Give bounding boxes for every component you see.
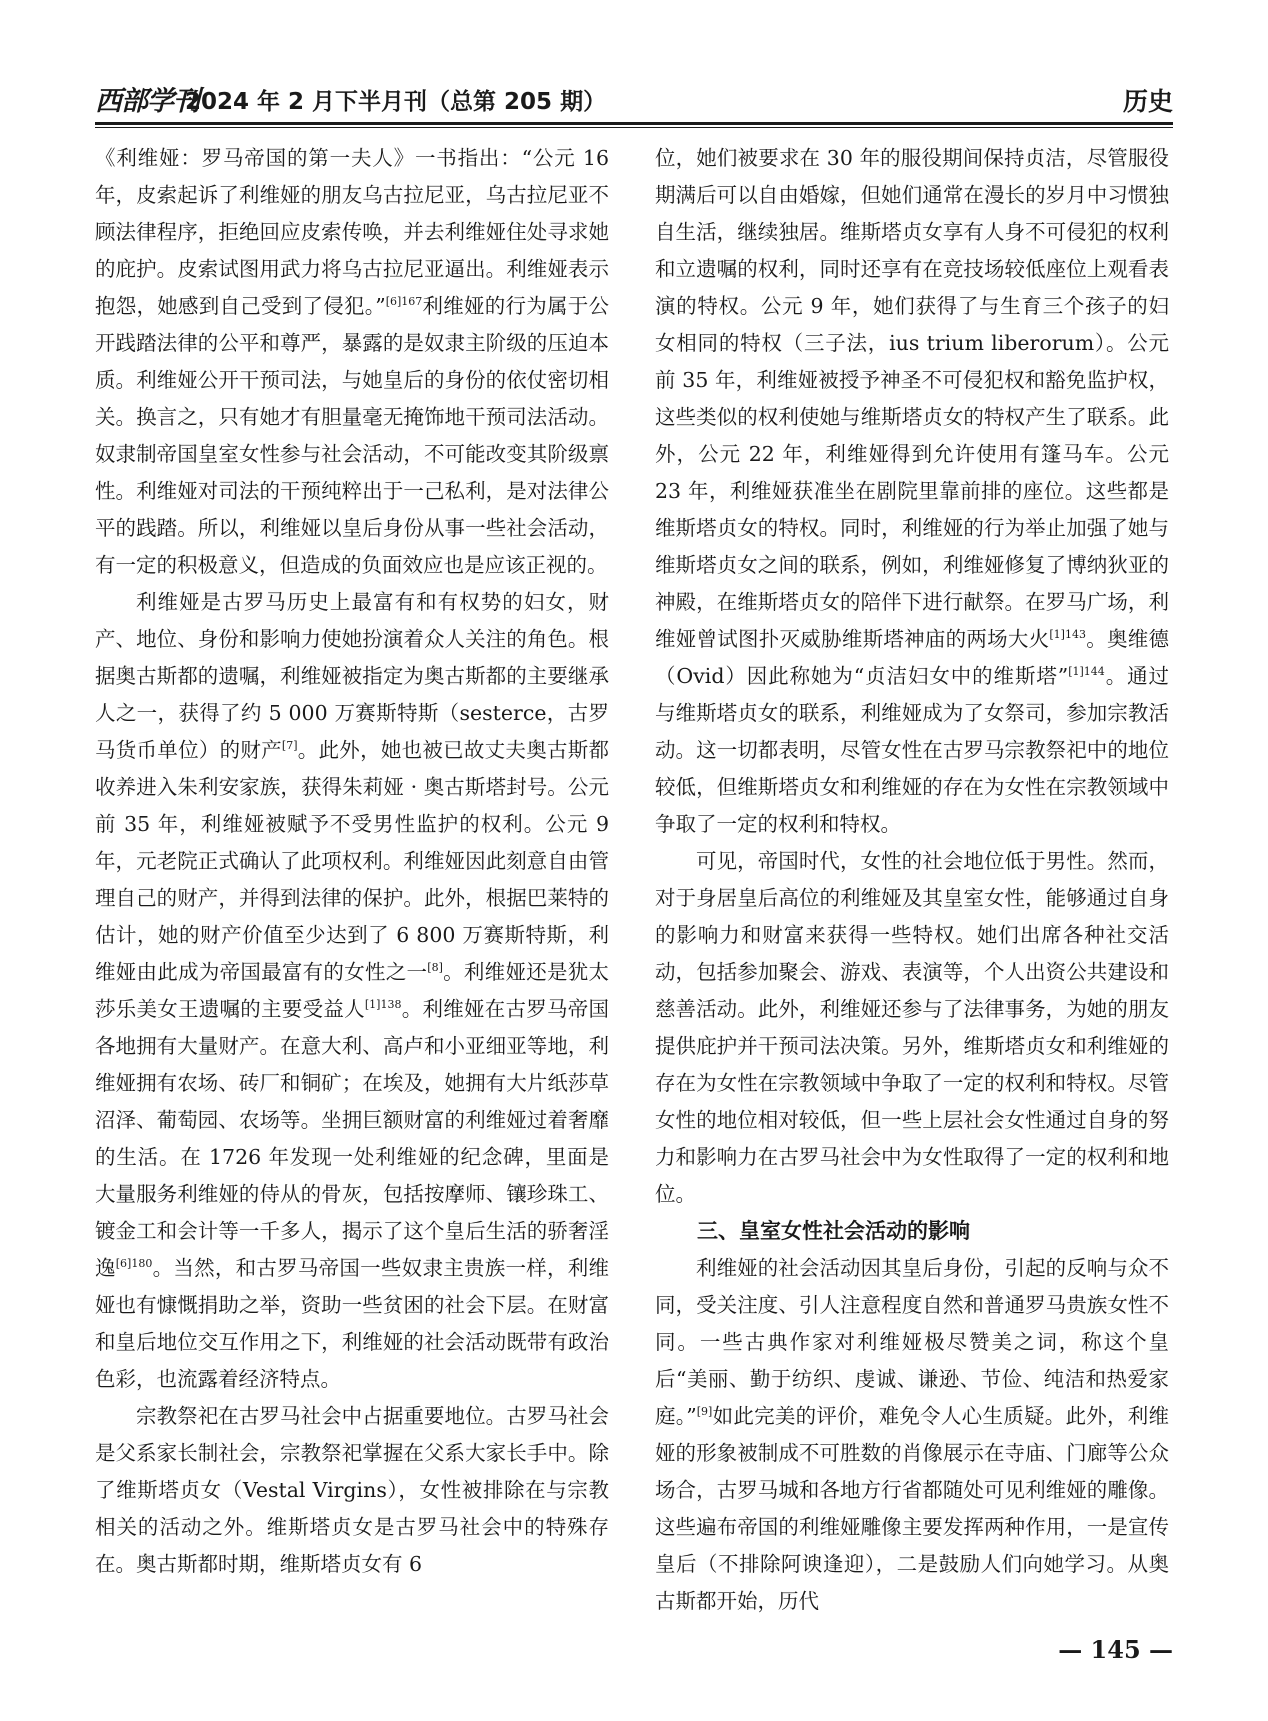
issue-info: 2024 年 2 月下半月刊（总第 205 期） [185,89,607,115]
section-heading [655,1213,1169,1250]
text-run: 宗教祭祀在古罗马社会中占据重要地位。古罗马社会是父系家长制社会，宗教祭祀掌握在父系大家长手中。除了维斯塔贞女（Vestal Virgins），女性被排除在与宗教相关的活动之外。维斯塔贞女是古罗马社会中的特殊存在。奥古斯都时期，维斯塔贞女有 6 [95,1404,609,1576]
header-rule-thin [95,127,1173,128]
citation-ref: [6]180 [115,1257,153,1270]
paragraph [655,843,1169,1213]
page-number: — 145 — [1058,1635,1173,1664]
paragraph [655,1250,1169,1620]
text-run: 。奥维德（Ovid）因此称她为“贞洁妇女中的维斯塔” [655,627,1169,688]
text-run: 。利维娅在古罗马帝国各地拥有大量财产。在意大利、高卢和小亚细亚等地，利维娅拥有农场、砖厂和铜矿；在埃及，她拥有大片纸莎草沼泽、葡萄园、农场等。坐拥巨额财富的利维娅过着奢靡的生活。在 1726 年发现一处利维娅的纪念碑，里面是大量服务利维娅的侍从的骨灰，包括按摩师、镶珍珠工、镀金工和会计等一千多人，揭示了这个皇后生活的骄奢淫逸 [95,997,610,1280]
citation-ref: [8] [427,961,443,974]
text-run: 。当然，和古罗马帝国一些奴隶主贵族一样，利维娅也有慷慨捐助之举，资助一些贫困的社会下层。在财富和皇后地位交互作用之下，利维娅的社会活动既带有政治色彩，也流露着经济特点。 [95,1256,610,1391]
text-run: 位，她们被要求在 30 年的服役期间保持贞洁，尽管服役期满后可以自由婚嫁，但她们通常在漫长的岁月中习惯独自生活，继续独居。维斯塔贞女享有人身不可侵犯的权利和立遗嘱的权利，同时还享有在竞技场较低座位上观看表演的特权。公元 9 年，她们获得了与生育三个孩子的妇女相同的特权（三子法，ius trium liberorum）。公元前 35 年，利维娅被授予神圣不可侵犯权和豁免监护权，这些类似的权利使她与维斯塔贞女的特权产生了联系。此外，公元 22 年，利维娅得到允许使用有篷马车。公元 23 年，利维娅获准坐在剧院里靠前排的座位。这些都是维斯塔贞女的特权。同时，利维娅的行为举止加强了她与维斯塔贞女之间的联系，例如，利维娅修复了博纳狄亚的神殿，在维斯塔贞女的陪伴下进行献祭。在罗马广场，利维娅曾试图扑灭威胁维斯塔神庙的两场大火 [655,146,1169,651]
text-run: 。利维娅还是犹太莎乐美女王遗嘱的主要受益人 [95,960,610,1021]
citation-ref: [1]144 [1068,665,1105,678]
section-tag: 历史 [1122,87,1173,116]
citation-ref: [6]167 [385,295,423,308]
text-run: 三、皇室女性社会活动的影响 [697,1219,970,1243]
page-header [95,86,1173,126]
text-run: 如此完美的评价，难免令人心生质疑。此外，利维娅的形象被制成不可胜数的肖像展示在寺庙、门廊等公众场合，古罗马城和各地方行省都随处可见利维娅的雕像。这些遍布帝国的利维娅雕像主要发挥两种作用，一是宣传皇后（不排除阿谀逢迎），二是鼓励人们向她学习。从奥古斯都开始，历代 [655,1404,1169,1613]
citation-ref: [1]138 [364,998,402,1011]
paragraph [655,140,1169,843]
text-run: 《利维娅：罗马帝国的第一夫人》一书指出：“公元 16 年，皮索起诉了利维娅的朋友乌古拉尼亚，乌古拉尼亚不顾法律程序，拒绝回应皮索传唤，并去利维娅住处寻求她的庇护。皮索试图用武力将乌古拉尼亚逼出。利维娅表示抱怨，她感到自己受到了侵犯。” [95,146,609,318]
journal-logo: 西部学刊 [95,86,199,117]
citation-ref: [9] [696,1405,713,1418]
text-run: 利维娅的行为属于公开践踏法律的公平和尊严，暴露的是奴隶主阶级的压迫本质。利维娅公开干预司法，与她皇后的身份的依仗密切相关。换言之，只有她才有胆量毫无掩饰地干预司法活动。奴隶制帝国皇室女性参与社会活动，不可能改变其阶级禀性。利维娅对司法的干预纯粹出于一己私利，是对法律公平的践踏。所以，利维娅以皇后身份从事一些社会活动，有一定的积极意义，但造成的负面效应也是应该正视的。 [95,294,610,577]
text-run: 可见，帝国时代，女性的社会地位低于男性。然而，对于身居皇后高位的利维娅及其皇室女性，能够通过自身的影响力和财富来获得一些特权。她们出席各种社交活动，包括参加聚会、游戏、表演等，个人出资公共建设和慈善活动。此外，利维娅还参与了法律事务，为她的朋友提供庇护并干预司法决策。另外，维斯塔贞女和利维娅的存在为女性在宗教领域中争取了一定的权利和特权。尽管女性的地位相对较低，但一些上层社会女性通过自身的努力和影响力在古罗马社会中为女性取得了一定的权利和地位。 [655,849,1169,1206]
left-column [95,140,609,1583]
paragraph [95,1398,609,1583]
text-run: 。通过与维斯塔贞女的联系，利维娅成为了女祭司，参加宗教活动。这一切都表明，尽管女性在古罗马宗教祭祀中的地位较低，但维斯塔贞女和利维娅的存在为女性在宗教领域中争取了一定的权利和特权。 [655,664,1169,836]
text-run: 利维娅的社会活动因其皇后身份，引起的反响与众不同，受关注度、引人注意程度自然和普通罗马贵族女性不同。一些古典作家对利维娅极尽赞美之词，称这个皇后“美丽、勤于纺织、虔诚、谦逊、节俭、纯洁和热爱家庭。” [655,1256,1169,1428]
text-run: 利维娅是古罗马历史上最富有和有权势的妇女，财产、地位、身份和影响力使她扮演着众人关注的角色。根据奥古斯都的遗嘱，利维娅被指定为奥古斯都的主要继承人之一，获得了约 5 000 万赛斯特斯（sesterce，古罗马货币单位）的财产 [95,590,609,762]
paragraph [95,140,609,584]
citation-ref: [1]143 [1049,628,1086,641]
header-rule-thick [95,122,1173,125]
citation-ref: [7] [281,739,298,752]
right-column [655,140,1169,1620]
text-run: 。此外，她也被已故丈夫奥古斯都收养进入朱利安家族，获得朱莉娅 · 奥古斯塔封号。公元前 35 年，利维娅被赋予不受男性监护的权利。公元 9 年，元老院正式确认了此项权利。利维娅因此刻意自由管理自己的财产，并得到法律的保护。此外，根据巴莱特的估计，她的财产价值至少达到了 6 800 万赛斯特斯，利维娅由此成为帝国最富有的女性之一 [95,738,610,984]
paragraph [95,584,609,1398]
